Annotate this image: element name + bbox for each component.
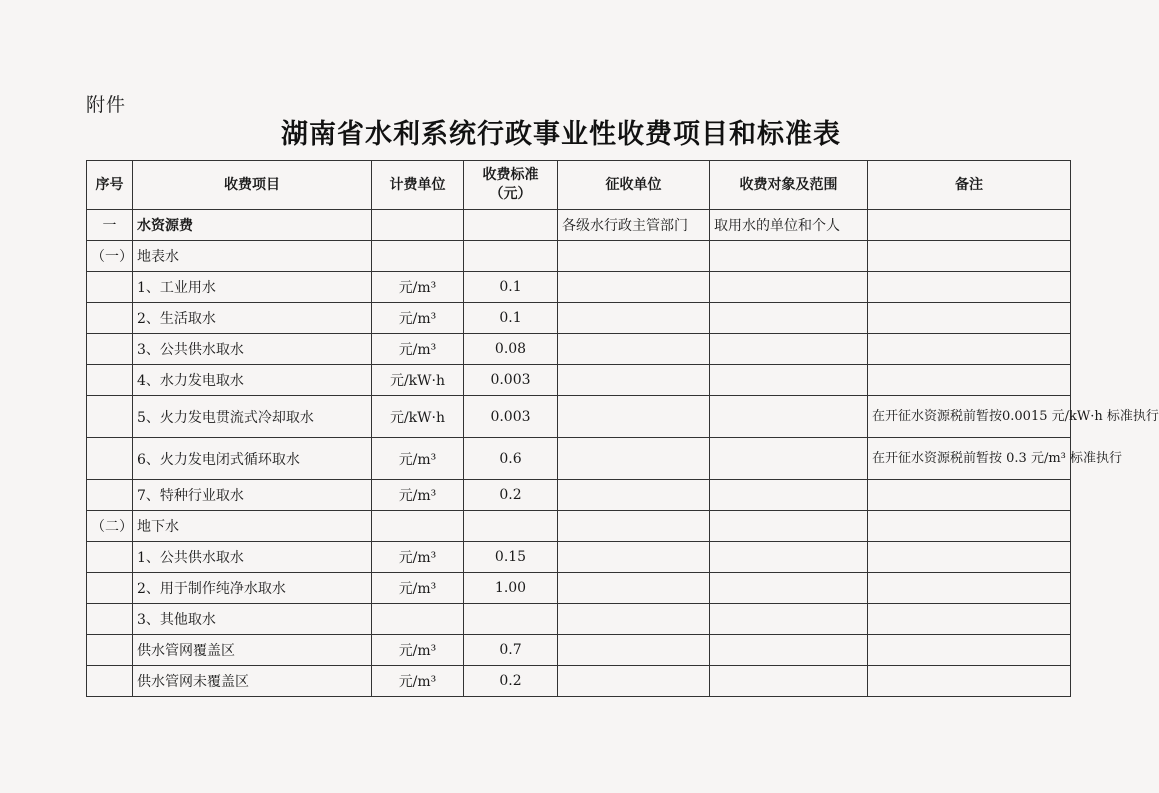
- cell-item: 供水管网未覆盖区: [133, 666, 372, 697]
- cell-org: [558, 480, 710, 511]
- attachment-label: 附件: [86, 94, 127, 116]
- cell-org: [558, 334, 710, 365]
- cell-unit: 元/m³: [372, 542, 464, 573]
- cell-org: [558, 396, 710, 438]
- cell-unit: 元/m³: [372, 272, 464, 303]
- cell-unit: 元/m³: [372, 303, 464, 334]
- cell-no: （一）: [87, 241, 133, 272]
- cell-item: 3、其他取水: [133, 604, 372, 635]
- cell-standard: 0.15: [464, 542, 558, 573]
- table-header-row: [87, 161, 1071, 210]
- cell-object: [710, 438, 868, 480]
- cell-org: [558, 303, 710, 334]
- cell-standard: 0.1: [464, 272, 558, 303]
- cell-object: [710, 604, 868, 635]
- cell-org: [558, 241, 710, 272]
- cell-note: [868, 272, 1071, 303]
- table-row: [87, 272, 1071, 303]
- cell-no: 一: [87, 210, 133, 241]
- cell-item: 1、公共供水取水: [133, 542, 372, 573]
- table-row: [87, 365, 1071, 396]
- cell-unit: [372, 604, 464, 635]
- cell-note: [868, 604, 1071, 635]
- cell-note: [868, 241, 1071, 272]
- cell-standard: 0.003: [464, 365, 558, 396]
- cell-standard: [464, 210, 558, 241]
- cell-standard: 0.08: [464, 334, 558, 365]
- cell-org: [558, 604, 710, 635]
- cell-object: [710, 241, 868, 272]
- cell-note: [868, 365, 1071, 396]
- cell-object: [710, 303, 868, 334]
- cell-no: （二）: [87, 511, 133, 542]
- cell-note: 在开征水资源税前暂按 0.3 元/m³ 标准执行: [868, 438, 1071, 480]
- cell-no: [87, 635, 133, 666]
- header-standard-line2: （元）: [489, 186, 532, 202]
- cell-no: [87, 666, 133, 697]
- cell-org: [558, 272, 710, 303]
- cell-object: [710, 511, 868, 542]
- cell-object: [710, 480, 868, 511]
- cell-item: 2、用于制作纯净水取水: [133, 573, 372, 604]
- cell-unit: 元/m³: [372, 480, 464, 511]
- cell-standard: 0.2: [464, 666, 558, 697]
- cell-item: 3、公共供水取水: [133, 334, 372, 365]
- cell-object: [710, 272, 868, 303]
- table-row: [87, 210, 1071, 241]
- cell-item: 7、特种行业取水: [133, 480, 372, 511]
- cell-note: [868, 511, 1071, 542]
- cell-no: [87, 396, 133, 438]
- cell-standard: 0.7: [464, 635, 558, 666]
- table-row: [87, 334, 1071, 365]
- cell-note: 在开征水资源税前暂按0.0015 元/kW·h 标准执行: [868, 396, 1071, 438]
- cell-standard: 0.003: [464, 396, 558, 438]
- cell-org: [558, 573, 710, 604]
- document-title: 湖南省水利系统行政事业性收费项目和标准表: [281, 119, 841, 150]
- cell-standard: 0.2: [464, 480, 558, 511]
- cell-org: [558, 438, 710, 480]
- cell-object: [710, 635, 868, 666]
- cell-org: 各级水行政主管部门: [558, 210, 710, 241]
- cell-object: [710, 666, 868, 697]
- cell-item: 1、工业用水: [133, 272, 372, 303]
- cell-object: [710, 573, 868, 604]
- cell-unit: 元/m³: [372, 573, 464, 604]
- table-row: [87, 303, 1071, 334]
- cell-standard: 0.6: [464, 438, 558, 480]
- cell-item: 4、水力发电取水: [133, 365, 372, 396]
- table-row: [87, 396, 1071, 438]
- cell-note: [868, 480, 1071, 511]
- header-unit: 计费单位: [372, 161, 464, 210]
- fee-standards-table: [86, 160, 1159, 697]
- cell-org: [558, 666, 710, 697]
- cell-object: [710, 542, 868, 573]
- table-row: [87, 604, 1071, 635]
- cell-no: [87, 542, 133, 573]
- cell-object: [710, 396, 868, 438]
- cell-unit: [372, 511, 464, 542]
- cell-org: [558, 365, 710, 396]
- cell-object: [710, 365, 868, 396]
- cell-unit: 元/m³: [372, 334, 464, 365]
- cell-object: [710, 334, 868, 365]
- table-row: [87, 241, 1071, 272]
- cell-no: [87, 573, 133, 604]
- cell-object: 取用水的单位和个人: [710, 210, 868, 241]
- header-object: 收费对象及范围: [710, 161, 868, 210]
- cell-note: [868, 635, 1071, 666]
- cell-note: [868, 334, 1071, 365]
- cell-item: 供水管网覆盖区: [133, 635, 372, 666]
- header-no: 序号: [87, 161, 133, 210]
- cell-org: [558, 635, 710, 666]
- header-standard-line1: 收费标准: [482, 167, 539, 183]
- cell-unit: 元/kW·h: [372, 396, 464, 438]
- table-row: [87, 511, 1071, 542]
- cell-org: [558, 511, 710, 542]
- cell-no: [87, 303, 133, 334]
- cell-no: [87, 272, 133, 303]
- header-item: 收费项目: [133, 161, 372, 210]
- header-standard: [464, 161, 558, 210]
- header-note: 备注: [868, 161, 1071, 210]
- cell-item: 地表水: [133, 241, 372, 272]
- cell-note: [868, 666, 1071, 697]
- cell-unit: 元/m³: [372, 635, 464, 666]
- cell-item: 2、生活取水: [133, 303, 372, 334]
- cell-unit: [372, 210, 464, 241]
- cell-unit: 元/kW·h: [372, 365, 464, 396]
- cell-standard: 0.1: [464, 303, 558, 334]
- cell-no: [87, 480, 133, 511]
- cell-org: [558, 542, 710, 573]
- cell-item: 水资源费: [133, 210, 372, 241]
- cell-standard: 1.00: [464, 573, 558, 604]
- cell-unit: 元/m³: [372, 666, 464, 697]
- cell-item: 6、火力发电闭式循环取水: [133, 438, 372, 480]
- cell-standard: [464, 241, 558, 272]
- table-row: [87, 480, 1071, 511]
- table-row: [87, 542, 1071, 573]
- cell-note: [868, 303, 1071, 334]
- header-org: 征收单位: [558, 161, 710, 210]
- table-row: [87, 573, 1071, 604]
- cell-note: [868, 210, 1071, 241]
- cell-note: [868, 573, 1071, 604]
- cell-unit: [372, 241, 464, 272]
- table-row: [87, 438, 1071, 480]
- cell-no: [87, 604, 133, 635]
- table-row: [87, 666, 1071, 697]
- cell-standard: [464, 604, 558, 635]
- cell-note: [868, 542, 1071, 573]
- cell-unit: 元/m³: [372, 438, 464, 480]
- cell-no: [87, 365, 133, 396]
- cell-standard: [464, 511, 558, 542]
- cell-no: [87, 334, 133, 365]
- cell-item: 5、火力发电贯流式冷却取水: [133, 396, 372, 438]
- table-row: [87, 635, 1071, 666]
- cell-item: 地下水: [133, 511, 372, 542]
- cell-no: [87, 438, 133, 480]
